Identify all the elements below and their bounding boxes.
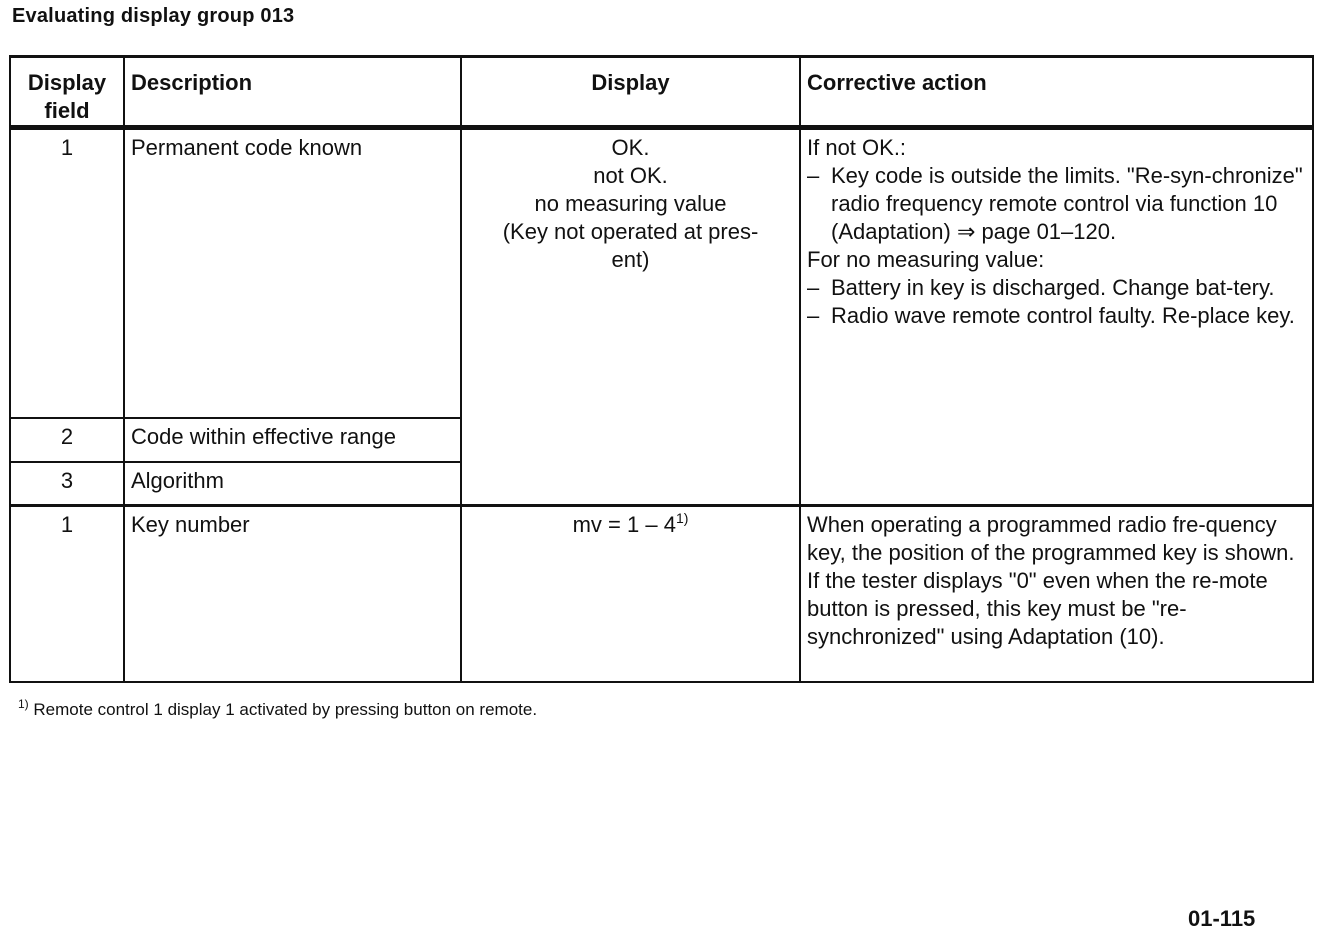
footnote-text: Remote control 1 display 1 activated by pressing button on remote. [28, 700, 538, 719]
display-line: not OK. [593, 163, 668, 188]
display-line: ent) [611, 247, 650, 272]
action-bullet [807, 302, 1306, 330]
action-bullet [807, 274, 1306, 302]
header-display-field: Display field [10, 57, 124, 128]
action-intro: If not OK.: [807, 135, 907, 160]
cell-field: 1 [10, 128, 124, 418]
action-bullet-text: Key code is outside the limits. "Re-syn-chronize" radio frequency remote control via function 10 (Adaptation) ⇒ page 01–120. [831, 163, 1303, 244]
footnote-reference: 1) [675, 510, 689, 526]
header-corrective-action: Corrective action [800, 57, 1313, 128]
cell-description: Key number [124, 506, 461, 682]
action-subheading: For no measuring value: [807, 247, 1045, 272]
table-row [10, 128, 1313, 418]
cell-field: 1 [10, 506, 124, 682]
dash-marker: – [807, 163, 820, 188]
cell-description: Code within effective range [124, 418, 461, 462]
header-description: Description [124, 57, 461, 128]
footnote-marker: 1) [18, 697, 29, 711]
action-bullet-text: Radio wave remote control faulty. Re-place key. [831, 303, 1295, 328]
cell-field: 2 [10, 418, 124, 462]
cell-field: 3 [10, 462, 124, 506]
table-header-row [10, 57, 1313, 128]
display-line: (Key not operated at pres- [502, 219, 759, 244]
header-display: Display [461, 57, 800, 128]
cell-description: Permanent code known [124, 128, 461, 418]
display-line: OK. [611, 135, 650, 160]
dash-marker: – [807, 303, 820, 328]
display-group-table [9, 55, 1314, 683]
display-line: no measuring value [534, 191, 727, 216]
cell-display [461, 506, 800, 682]
action-bullet-text: Battery in key is discharged. Change bat-tery. [831, 275, 1275, 300]
page-number: 01-115 [1188, 906, 1256, 931]
footnote [18, 697, 538, 720]
action-bullet [807, 162, 1306, 246]
page-heading: Evaluating display group 013 [12, 5, 295, 27]
table-row [10, 506, 1313, 682]
display-value: mv = 1 – 4 [572, 512, 676, 537]
cell-corrective-action: When operating a programmed radio fre-quency key, the position of the programmed key is shown. If the tester displays "0" even when the re-mote button is pressed, this key must be "re-synchronized" using Adaptation (10). [800, 506, 1313, 682]
cell-corrective-action [800, 128, 1313, 506]
cell-display [461, 128, 800, 506]
cell-description: Algorithm [124, 462, 461, 506]
dash-marker: – [807, 275, 820, 300]
